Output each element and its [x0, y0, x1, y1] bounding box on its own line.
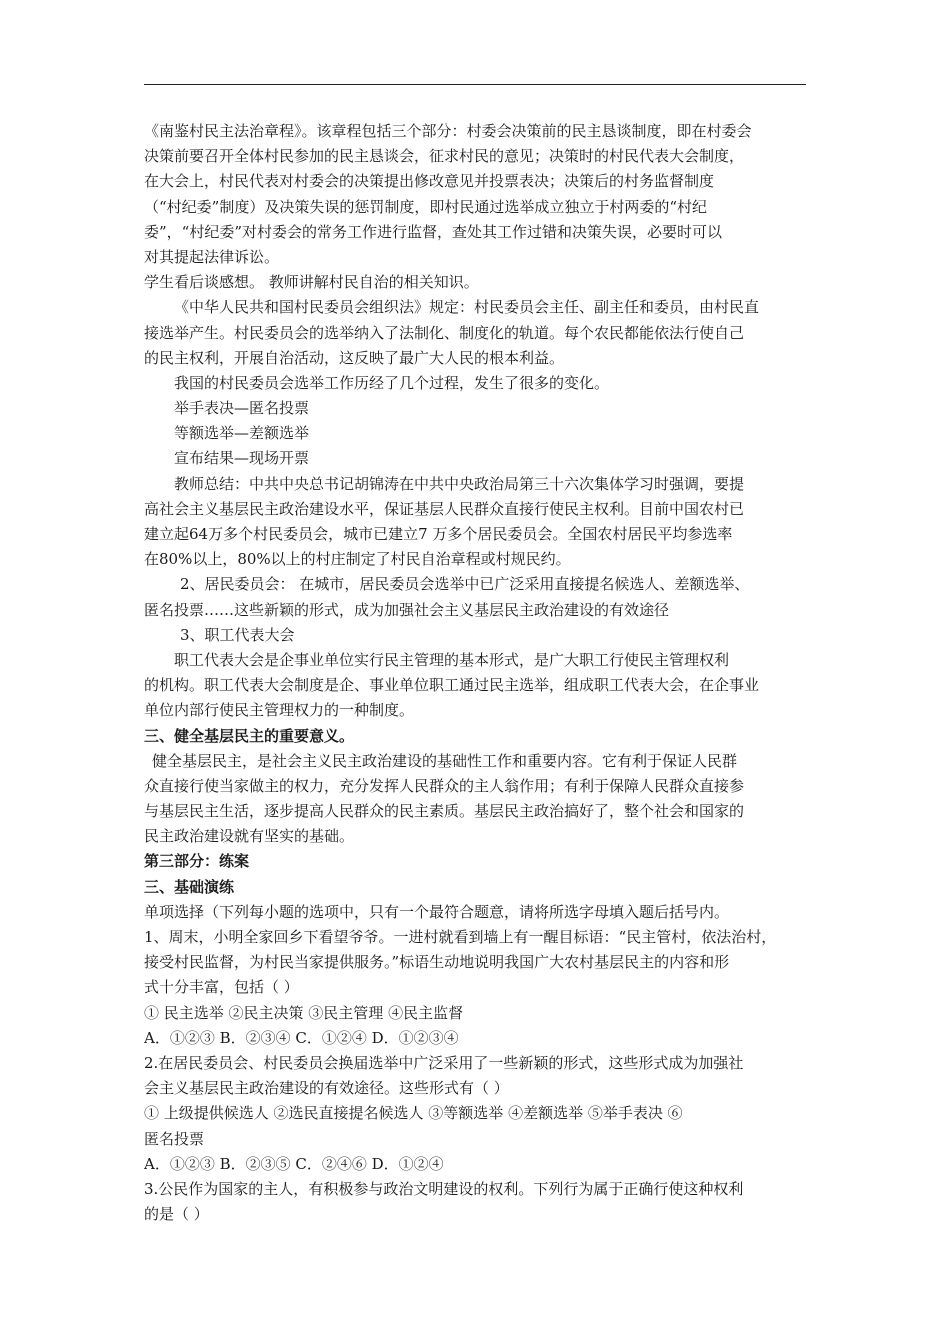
paragraph-line: 委”，“村纪委”对村委会的常务工作进行监督，查处其工作过错和决策失误，必要时可以 — [144, 222, 723, 241]
paragraph-line: 在80%以上，80%以上的村庄制定了村民自治章程或村规民约。 — [144, 550, 571, 569]
paragraph-line: 在大会上，村民代表对村委会的决策提出修改意见并投票表决；决策后的村务监督制度 — [144, 172, 715, 191]
answer-choices: A．①②③ B．②③⑤ C．②④⑥ D．①②④ — [144, 1154, 444, 1173]
list-item: 等额选举—差额选举 — [174, 424, 310, 443]
document-body — [144, 119, 808, 1227]
header-rule — [144, 84, 806, 85]
list-item: 宣布结果—现场开票 — [174, 449, 310, 468]
question-line: 会主义基层民主政治建设的有效途径。这些形式有（ ） — [144, 1079, 509, 1098]
paragraph-line: 匿名投票……这些新颖的形式，成为加强社会主义基层民主政治建设的有效途径 — [144, 600, 670, 619]
paragraph-line: 健全基层民主，是社会主义民主政治建设的基础性工作和重要内容。它有利于保证人民群 — [152, 751, 738, 770]
question-line: 1、周末，小明全家回乡下看望爷爷。一进村就看到墙上有一醒目标语：“民主管村，依法治村， — [144, 928, 777, 946]
answer-choices: A．①②③ B．②③④ C．①②④ D．①②③④ — [144, 1028, 459, 1047]
paragraph-line: 众直接行使当家做主的权力，充分发挥人民群众的主人翁作用；有利于保障人民群众直接参 — [144, 776, 745, 795]
subheading: 3、职工代表大会 — [180, 625, 295, 644]
paragraph-line: 的民主权利，开展自治活动，这反映了最广大人民的根本利益。 — [144, 348, 565, 367]
question-line: 3.公民作为国家的主人，有积极参与政治文明建设的权利。下列行为属于正确行使这种权利 — [144, 1179, 744, 1198]
question-options: 匿名投票 — [144, 1129, 205, 1148]
paragraph-line: 学生看后谈感想。 教师讲解村民自治的相关知识。 — [144, 273, 479, 292]
paragraph-line: 接选举产生。村民委员会的选举纳入了法制化、制度化的轨道。每个农民都能依法行使自己 — [144, 323, 745, 342]
paragraph-line: 与基层民主生活，逐步提高人民群众的民主素质。基层民主政治搞好了，整个社会和国家的 — [144, 802, 745, 821]
question-line: 的是（ ） — [144, 1205, 209, 1224]
part-heading: 第三部分：练案 — [144, 852, 250, 871]
paragraph-line: 高社会主义基层民主政治建设水平，保证基层人民群众直接行使民主权利。目前中国农村已 — [144, 499, 745, 518]
paragraph-line: 《中华人民共和国村民委员会组织法》规定：村民委员会主任、副主任和委员，由村民直 — [174, 298, 760, 317]
section-heading: 三、健全基层民主的重要意义。 — [144, 726, 355, 745]
question-options: ① 上级提供候选人 ②选民直接提名候选人 ③等额选举 ④差额选举 ⑤举手表决 ⑥ — [144, 1104, 683, 1123]
instruction-line: 单项选择（下列每小题的选项中，只有一个最符合题意，请将所选字母填入题后括号内。 — [144, 902, 730, 921]
paragraph-line: 我国的村民委员会选举工作历经了几个过程，发生了很多的变化。 — [174, 373, 610, 392]
section-heading: 三、基础演练 — [144, 877, 235, 896]
paragraph-line: 2、居民委员会： 在城市，居民委员会选举中已广泛采用直接提名候选人、差额选举、 — [180, 575, 750, 594]
question-line: 接受村民监督，为村民当家提供服务。”标语生动地说明我国广大农村基层民主的内容和形 — [144, 953, 730, 972]
question-line: 2.在居民委员会、村民委员会换届选举中广泛采用了一些新颖的形式，这些形式成为加强社 — [144, 1053, 744, 1072]
paragraph-line: 单位内部行使民主管理权力的一种制度。 — [144, 701, 415, 720]
paragraph-line: 对其提起法律诉讼。 — [144, 247, 280, 266]
paragraph-line: （“村纪委”制度）及决策失误的惩罚制度，即村民通过选举成立独立于村两委的“村纪 — [144, 197, 708, 216]
paragraph-line: 《南鉴村民主法治章程》。该章程包括三个部分：村委会决策前的民主恳谈制度，即在村委会 — [144, 122, 752, 140]
list-item: 举手表决—匿名投票 — [174, 399, 310, 418]
paragraph-line: 教师总结：中共中央总书记胡锦涛在中共中央政治局第三十六次集体学习时强调，要提 — [174, 474, 745, 493]
paragraph-line: 民主政治建设就有坚实的基础。 — [144, 827, 355, 846]
paragraph-line: 建立起64万多个村民委员会，城市已建立7 万多个居民委员会。全国农村居民平均参选率 — [144, 525, 733, 543]
paragraph-line: 的机构。职工代表大会制度是企、事业单位职工通过民主选举，组成职工代表大会，在企事业 — [144, 676, 760, 695]
paragraph-line: 决策前要召开全体村民参加的民主恳谈会，征求村民的意见；决策时的村民代表大会制度， — [144, 147, 745, 166]
question-options: ① 民主选举 ②民主决策 ③民主管理 ④民主监督 — [144, 1003, 464, 1022]
question-line: 式十分丰富，包括（ ） — [144, 978, 299, 997]
paragraph-line: 职工代表大会是企事业单位实行民主管理的基本形式，是广大职工行使民主管理权利 — [174, 650, 730, 669]
